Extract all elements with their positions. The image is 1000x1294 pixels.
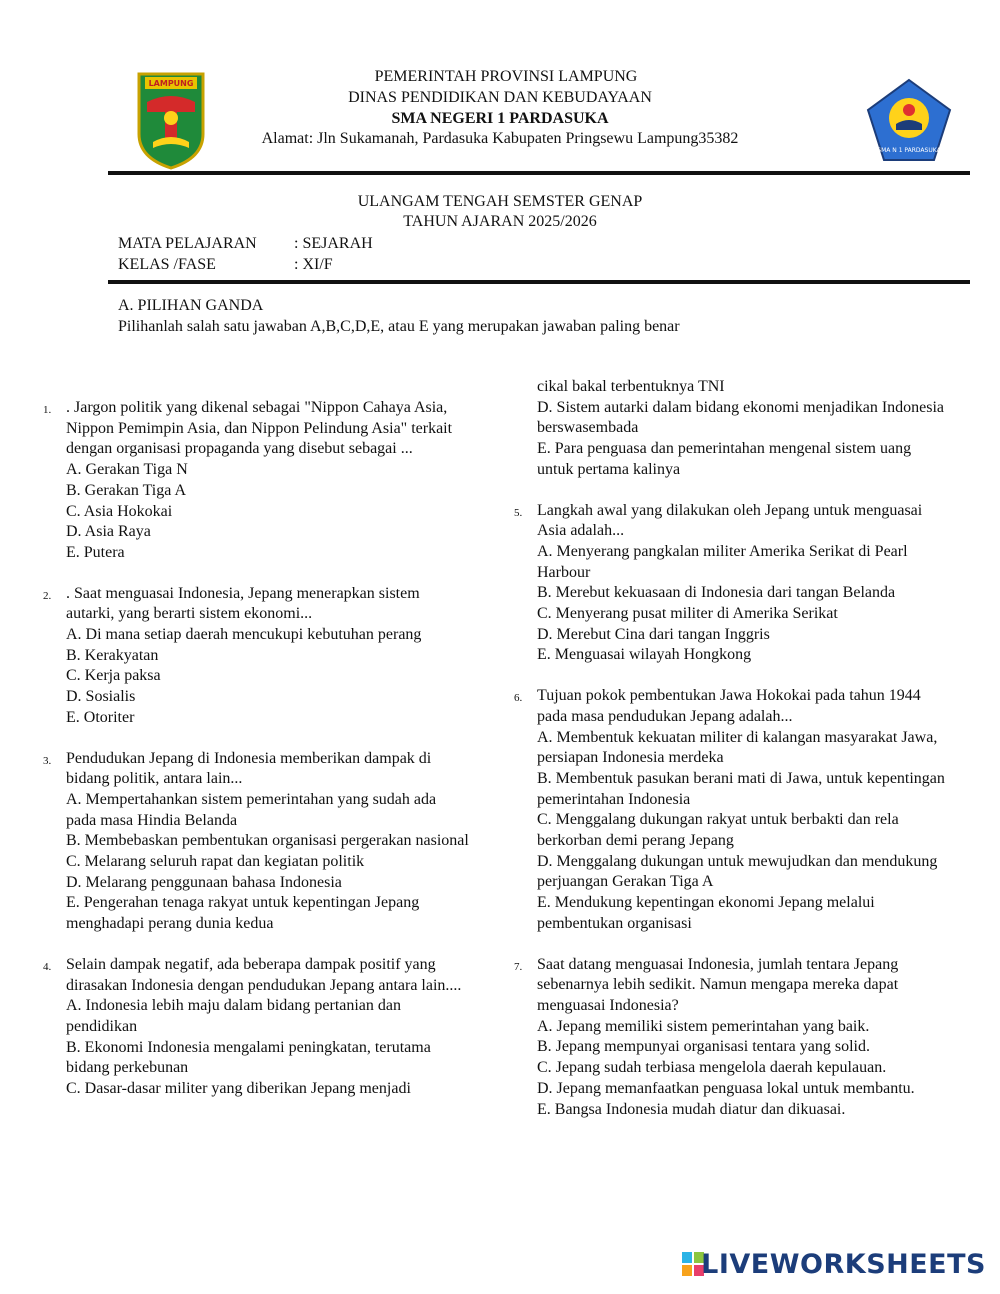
option-b[interactable]: B. Merebut kekuasaan di Indonesia dari tangan Belanda	[537, 584, 896, 602]
school-address: Alamat: Jln Sukamanah, Pardasuka Kabupaten Pringsewu Lampung35382	[261, 130, 739, 147]
option-d[interactable]: D. Jepang memanfaatkan penguasa lokal untuk membantu.	[537, 1079, 915, 1097]
info-divider	[108, 280, 970, 284]
option-c[interactable]: C. Menyerang pusat militer di Amerika Serikat	[537, 605, 838, 623]
question-text: Selain dampak negatif, ada beberapa dampak positif yang dirasakan Indonesia dengan pendudukan Jepang antara lain....	[66, 955, 462, 994]
lampung-logo-text: LAMPUNG	[148, 79, 194, 88]
question-1	[43, 398, 470, 564]
option-b[interactable]: B. Jepang mempunyai organisasi tentara yang solid.	[537, 1038, 870, 1056]
option-e[interactable]: E. Otoriter	[66, 708, 135, 726]
question-number: 3.	[43, 754, 52, 767]
option-b[interactable]: B. Membentuk pasukan berani mati di Jawa, untuk kepentingan pemerintahan Indonesia	[537, 769, 945, 808]
option-b[interactable]: B. Membebaskan pembentukan organisasi pergerakan nasional	[66, 832, 469, 850]
class-value: : XI/F	[294, 256, 333, 273]
option-e[interactable]: E. Mendukung kepentingan ekonomi Jepang melalui pembentukan organisasi	[537, 894, 875, 932]
question-3	[43, 749, 470, 935]
subject-label: MATA PELAJARAN	[118, 235, 257, 252]
subject-value: : SEJARAH	[294, 235, 373, 252]
header-divider	[108, 171, 970, 175]
exam-year: TAHUN AJARAN 2025/2026	[403, 213, 597, 230]
question-2	[43, 584, 470, 729]
question-number: 1.	[43, 404, 52, 416]
school-logo-text: SMA N 1 PARDASUKA	[877, 147, 941, 154]
option-d[interactable]: D. Asia Raya	[66, 523, 151, 541]
class-label: KELAS /FASE	[118, 256, 216, 273]
question-5	[514, 501, 947, 667]
option-d[interactable]: D. Menggalang dukungan untuk mewujudkan dan mendukung perjuangan Gerakan Tiga A	[537, 852, 938, 891]
question-number: 5.	[514, 506, 523, 519]
question-number: 6.	[514, 692, 523, 705]
question-number: 4.	[43, 960, 52, 973]
option-e[interactable]: E. Para penguasa dan pemerintahan mengenal sistem uang untuk pertama kalinya	[537, 440, 912, 478]
school-name: SMA NEGERI 1 PARDASUKA	[391, 110, 609, 127]
section-title: A. PILIHAN GANDA	[118, 297, 264, 314]
option-c[interactable]: C. Asia Hokokai	[66, 502, 173, 520]
option-c-part-2[interactable]: cikal bakal terbentuknya TNI	[537, 378, 725, 395]
option-c[interactable]: C. Jepang sudah terbiasa mengelola daerah kepulauan.	[537, 1059, 887, 1077]
option-b[interactable]: B. Ekonomi Indonesia mengalami peningkatan, terutama bidang perkebunan	[66, 1038, 431, 1077]
option-b[interactable]: B. Gerakan Tiga A	[66, 481, 186, 499]
left-column	[43, 398, 470, 1120]
question-4	[43, 955, 470, 1100]
question-text: . Saat menguasai Indonesia, Jepang menerapkan sistem autarki, yang berarti sistem ekonomi...	[66, 584, 420, 623]
option-a[interactable]: A. Mempertahankan sistem pemerintahan yang sudah ada pada masa Hindia Belanda	[66, 790, 437, 829]
question-number: 2.	[43, 589, 52, 602]
option-e[interactable]: E. Menguasai wilayah Hongkong	[537, 646, 752, 664]
option-d[interactable]: D. Sosialis	[66, 688, 136, 706]
exam-title: ULANGAM TENGAH SEMSTER GENAP	[357, 193, 643, 210]
option-a[interactable]: A. Di mana setiap daerah mencukupi kebutuhan perang	[66, 626, 422, 644]
option-d[interactable]: D. Sistem autarki dalam bidang ekonomi menjadikan Indonesia berswasembada	[537, 398, 945, 437]
option-b[interactable]: B. Kerakyatan	[66, 646, 159, 664]
option-c[interactable]: C. Melarang seluruh rapat dan kegiatan politik	[66, 853, 365, 871]
section-instruction: Pilihanlah salah satu jawaban A,B,C,D,E, atau E yang merupakan jawaban paling benar	[118, 318, 680, 335]
header-line-1: PEMERINTAH PROVINSI LAMPUNG	[374, 68, 638, 85]
option-d[interactable]: D. Merebut Cina dari tangan Inggris	[537, 625, 770, 643]
option-a[interactable]: A. Jepang memiliki sistem pemerintahan yang baik.	[537, 1017, 870, 1035]
liveworksheets-brand[interactable]: LIVEWORKSHEETS	[701, 1249, 986, 1280]
question-6	[514, 686, 947, 934]
option-e[interactable]: E. Putera	[66, 543, 125, 561]
question-text: Pendudukan Jepang di Indonesia memberikan dampak di bidang politik, antara lain...	[66, 749, 432, 788]
option-a[interactable]: A. Membentuk kekuatan militer di kalangan masyarakat Jawa, persiapan Indonesia merdeka	[537, 728, 938, 767]
option-a[interactable]: A. Gerakan Tiga N	[66, 461, 188, 479]
question-text: . Jargon politik yang dikenal sebagai "Nippon Cahaya Asia, Nippon Pemimpin Asia, dan Nippon Pelindung Asia" terkait dengan organisasi propaganda yang disebut sebagai ...	[66, 399, 453, 458]
option-d[interactable]: D. Melarang penggunaan bahasa Indonesia	[66, 873, 342, 891]
option-c-part-1[interactable]: C. Dasar-dasar militer yang diberikan Jepang menjadi	[66, 1080, 411, 1098]
question-text: Langkah awal yang dilakukan oleh Jepang untuk menguasai Asia adalah...	[537, 501, 923, 540]
question-4-continued	[537, 377, 947, 481]
question-7	[514, 955, 947, 1121]
class-row	[118, 254, 333, 275]
option-c[interactable]: C. Kerja paksa	[66, 667, 161, 685]
option-a[interactable]: A. Indonesia lebih maju dalam bidang pertanian dan pendidikan	[66, 997, 402, 1035]
subject-row	[118, 233, 373, 254]
question-text: Saat datang menguasai Indonesia, jumlah tentara Jepang sebenarnya lebih sedikit. Namun mengapa mereka dapat menguasai Indonesia?	[537, 955, 899, 1014]
header-line-2: DINAS PENDIDIKAN DAN KEBUDAYAAN	[348, 89, 652, 106]
option-e[interactable]: E. Pengerahan tenaga rakyat untuk kepentingan Jepang menghadapi perang dunia kedua	[66, 894, 420, 933]
option-c[interactable]: C. Menggalang dukungan rakyat untuk berbakti dan rela berkorban demi perang Jepang	[537, 811, 899, 850]
option-a[interactable]: A. Menyerang pangkalan militer Amerika Serikat di Pearl Harbour	[537, 542, 908, 581]
question-text: Tujuan pokok pembentukan Jawa Hokokai pada tahun 1944 pada masa pendudukan Jepang adalah...	[537, 687, 921, 725]
option-e[interactable]: E. Bangsa Indonesia mudah diatur dan dikuasai.	[537, 1100, 846, 1118]
question-number: 7.	[514, 960, 523, 973]
right-column	[514, 377, 947, 1140]
